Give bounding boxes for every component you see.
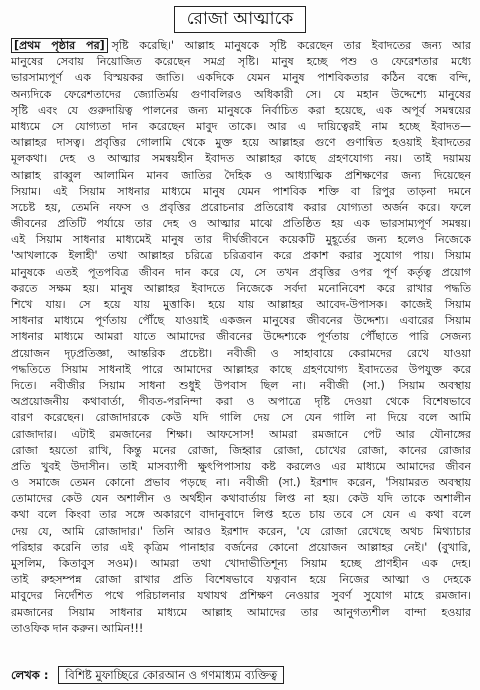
article-line: মানুষকে এতই পূতপবিত্র জীবন দান করে যে, সে তখন প্রবৃত্তির ওপর পূর্ণ কর্তৃত্ব প্রয়োগ bbox=[11, 265, 471, 279]
author-description: বিশিষ্ট মুফাচ্ছিরে কোরআন ও গণমাধ্যম ব্যক্তিত্ব bbox=[58, 666, 284, 684]
article-line: ও সমাজে তেমন কোনো প্রভাব পড়ছে না। নবীজী (সা.) ইরশাদ করেন, 'সিয়ামরত অবস্থায় bbox=[11, 476, 471, 490]
author-credit bbox=[11, 666, 471, 684]
article-line: পরিহার করেনি তার এই কৃত্রিম পানাহার বর্জনের কোনো প্রয়োজন আল্লাহর নেই।' (বুখারি, bbox=[11, 540, 471, 554]
article-line: ভারসাম্যপূর্ণ এক বিস্ময়কর জাতি। একদিকে যেমন মানুষ পাশবিকতার কঠিন বন্ধে বন্দি, bbox=[11, 71, 471, 85]
article-line: অপ্রয়োজনীয় কথাবার্তা, গীবত-পরনিন্দা করা ও অপাত্রে দৃষ্টি দেওয়া থেকে বিশেষভাবে bbox=[11, 395, 471, 409]
article-line: তোমাদের কেউ যেন অশালীন ও অর্থহীন কথাবার্তায় লিপ্ত না হয়। কেউ যদি তাকে অশালীন bbox=[11, 492, 471, 506]
article-line: মুসলিম, কিতাবুস সওম)। আমরা তথা খোদাভীতিশূন্য সিয়াম হচ্ছে প্রাণহীন এক দেহ। bbox=[11, 557, 471, 570]
continuation-tag: [প্রথম পৃষ্ঠার পর] bbox=[11, 38, 108, 53]
title-row bbox=[0, 6, 480, 33]
article-line: মাবুদের নির্দেশিত পথে পরিচালনার যথাযথ প্রশিক্ষণ নেওয়ার সুবর্ণ সুযোগ মাহে রমজান। bbox=[11, 589, 471, 603]
article-line: আল্লাহ রাব্বুল আলামিন মানব জাতির দৈহিক ও আধ্যাত্মিক প্রশিক্ষণের জন্য দিয়েছেন bbox=[11, 168, 471, 182]
article-line: সাধনার মাধ্যমে পূর্ণতায় পৌঁছে যাওয়াই একজন মানুষের জীবনের উদ্দেশ্য। এবারের সিয়াম bbox=[11, 314, 471, 328]
article-body bbox=[11, 38, 471, 650]
article-line: এই সিয়াম সাধনার মাধ্যমেই মানুষ তার দীর্ঘজীবনে কয়েকটি মুহূর্তের জন্য হলেও নিজেকে bbox=[11, 233, 471, 247]
article-line: সিয়াম। এই সিয়াম সাধনার মাধ্যমে মানুষ যেমন পাশবিক শক্তি বা রিপুর তাড়না দমনে bbox=[11, 184, 471, 198]
article-line: প্রয়োজন দৃঢ়প্রতিজ্ঞা, আন্তরিক প্রচেষ্টা। নবীজী ও সাহাবায়ে কেরামদের রেখে যাওয়া bbox=[11, 346, 471, 360]
article-line: জীবনের প্রতিটি পর্যায়ে তার দেহ ও আত্মার মাঝে প্রতিষ্ঠিত হয় এক ভারসাম্যপূর্ণ সমন্বয়। bbox=[11, 217, 471, 231]
article-line: কথা বলে কিংবা তার সঙ্গে অকারণে বাদানুবাদে লিপ্ত হতে চায় তবে সে যেন এ কথা বলে bbox=[11, 508, 471, 522]
article-line: দেয় যে, আমি রোজাদার।' তিনি আরও ইরশাদ করেন, 'যে রোজা রেখেছে অথচ মিথ্যাচার bbox=[11, 524, 471, 538]
article-line: মূলকথা। দেহ ও আত্মার সমন্বয়হীন ইবাদত আল্লাহর কাছে গ্রহণযোগ্য নয়। তাই দয়াময় bbox=[11, 152, 471, 166]
article-line: পদ্ধতিতে সিয়াম সাধনাই পারে আমাদের আল্লাহর কাছে গ্রহণযোগ্য ইবাদতের উপযুক্ত করে bbox=[11, 362, 471, 376]
article-line: প্রতি খুবই উদাসীন। তাই মাসব্যাপী ক্ষুৎপিপাসায় কষ্ট করলেও এর মাধ্যমে আমাদের জীবন bbox=[11, 459, 471, 473]
article-line: সৃষ্টি এবং যে গুরুদায়িত্ব পালনের জন্য মানুষকে নির্বাচিত করা হয়েছে, এক অপূর্ব সমন্বয়ের bbox=[11, 103, 471, 117]
article-line: আল্লাহর দাসত্ব। প্রবৃত্তির গোলামি থেকে মুক্ত হয়ে আল্লাহর গুণে গুণান্বিত হওয়াই ইবাদতের bbox=[11, 136, 471, 150]
article-line: মানুষের সেবায় নিয়োজিত করেছেন সমগ্র সৃষ্টি। মানুষ হচ্ছে পশু ও ফেরেশতার মধ্যে bbox=[11, 55, 471, 69]
article-line: তাওফিক দান করুন। আমিন!!! bbox=[11, 621, 144, 635]
first-line-text: সৃষ্টি করেছি।' আল্লাহ মানুষকে সৃষ্টি করেছেন তার ইবাদতের জন্য আর bbox=[111, 39, 471, 52]
article-first-line bbox=[11, 38, 471, 54]
article-line: শিখে যায়। সে হয়ে যায় মুত্তাকি। হয়ে যায় আল্লাহর আবেদ-উপাসক। কাজেই সিয়াম bbox=[11, 298, 471, 311]
article-title: রোজা আত্মাকে bbox=[174, 6, 307, 33]
article-line: দিতে। নবীজীর সিয়াম সাধনা শুধুই উপবাস ছিল না। নবীজী (সা.) সিয়াম অবস্থায় bbox=[11, 378, 471, 392]
article-line: বারণ করেছেন। রোজাদারকে কেউ যদি গালি দেয় সে যেন গালি না দিয়ে বলে আমি bbox=[11, 411, 471, 425]
article-line: রোজা হয়তো রাখি, কিন্তু মনের রোজা, জিহ্বার রোজা, চোখের রোজা, কানের রোজার bbox=[11, 443, 471, 457]
author-label: লেখক : bbox=[11, 668, 49, 682]
article-line: অন্যদিকে ফেরেশতাদের জ্যোতির্ময় গুণাবলিরও অধিকারী সে। যে মহান উদ্দেশ্যে মানুষের bbox=[11, 87, 471, 101]
article-line: মাধ্যমে সে যোগ্যতা দান করেছেন মাবুদ তাকে। আর এ দায়িত্বেরই নাম হচ্ছে ইবাদত— bbox=[11, 119, 471, 133]
article-line: রোজাদার। এটাই রমজানের শিক্ষা। আফসোস! আমরা রমজানে পেট আর যৌনাঙ্গের bbox=[11, 427, 471, 441]
article-line: সাধনার মাধ্যমে আমরা যাতে আমাদের জীবনের উদ্দেশ্যকে পূর্ণতায় পৌঁছাতে পারি সেজন্য bbox=[11, 330, 471, 344]
article-line: সচেষ্ট হয়, তেমনি নফস ও প্রবৃত্তির প্ররোচনার প্রতিরোধ করার যোগ্যতা অর্জন করে। ফলে bbox=[11, 200, 471, 214]
article-line: তাই রুহসম্পন্ন রোজা রাখার প্রতি বিশেষভাবে যত্নবান হয়ে নিজের আত্মা ও দেহকে bbox=[11, 573, 471, 587]
article-line: রমজানের সিয়াম সাধনার মাধ্যমে আল্লাহ আমাদের তার আনুগত্যশীল বান্দা হওয়ার bbox=[11, 605, 471, 619]
article-line: করতে সক্ষম হয়। মানুষ আল্লাহর ইবাদতে নিজেকে সর্বদা মনোনিবেশ করে রাখার পদ্ধতি bbox=[11, 281, 471, 295]
article-line: 'আখলাকে ইলাহী' তথা আল্লাহর চরিত্রে চরিত্রবান করে প্রকাশ করার সুযোগ পায়। সিয়াম bbox=[11, 249, 471, 263]
